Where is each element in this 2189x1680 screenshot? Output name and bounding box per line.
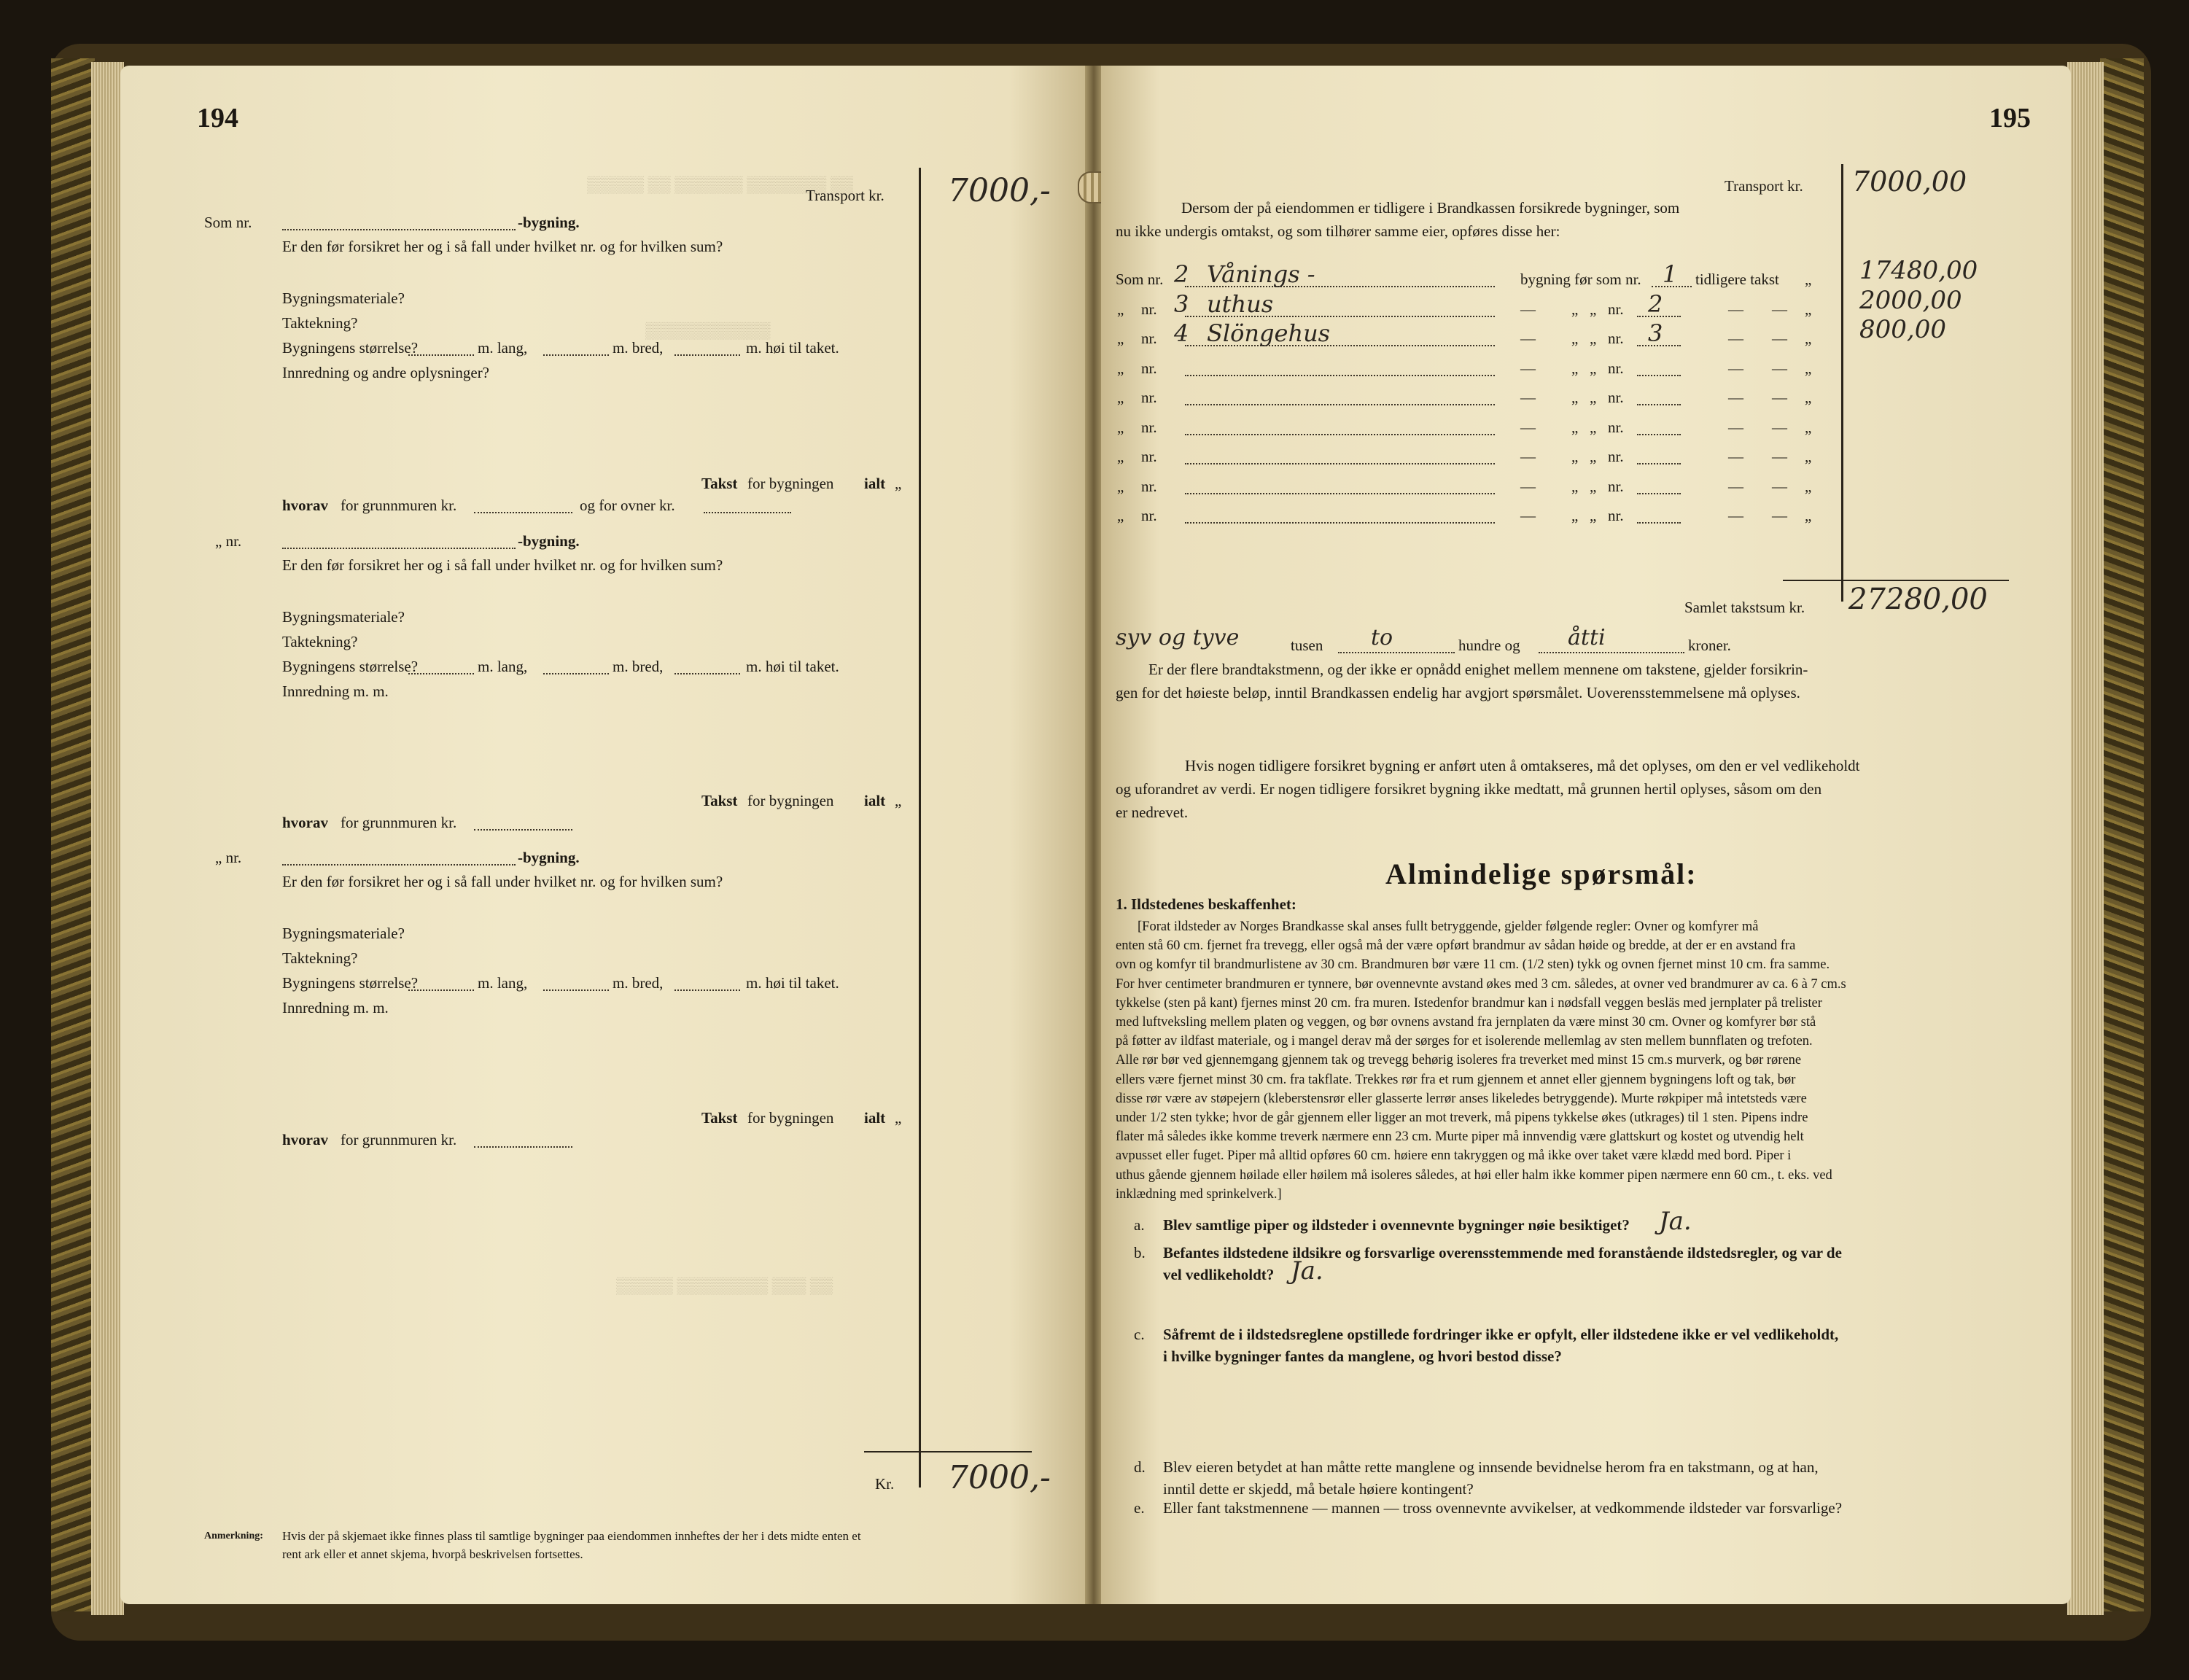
rules-line: ellers være fjernet minst 30 cm. fra takflate. Trekkes rør fra et rum gjennem et annet eller gjennem bygningens loft og tak, bør <box>1116 1072 1796 1087</box>
ditto-mark: „ <box>1805 477 1812 495</box>
building-name-field[interactable] <box>1185 434 1495 435</box>
old-nr-field[interactable] <box>1637 463 1681 464</box>
ditto-dash: — <box>1772 389 1787 406</box>
ditto-mark: „ <box>895 792 902 809</box>
grunnmur-label: for grunnmuren kr. <box>341 497 457 514</box>
takst-label: Takst <box>701 792 738 809</box>
question-answer: Ja. <box>1659 1207 1692 1236</box>
ditto-dash: — <box>1772 330 1787 347</box>
ditto-dash: — <box>1520 418 1536 436</box>
right-page <box>1101 66 2071 1604</box>
ditto-dash: — <box>1520 359 1536 377</box>
ialt-label: ialt <box>864 792 886 809</box>
rules-line: flater må således ikke komme treverk nærmere enn 23 cm. Murte piper må innvendig være glattskurt og kostet og utvendig helt <box>1116 1129 1804 1145</box>
width-field[interactable] <box>543 673 609 674</box>
ditto-mark: „ <box>1117 389 1124 406</box>
hoi-label: m. høi til taket. <box>746 658 839 675</box>
hvorav-label: hvorav <box>282 1131 328 1148</box>
ditto-mark: „ <box>1117 330 1124 347</box>
kroner-label: kroner. <box>1688 637 1731 654</box>
grunnmur-field[interactable] <box>474 512 572 513</box>
ditto-mark: „ <box>1117 300 1124 318</box>
grunnmur-field[interactable] <box>474 1146 572 1148</box>
anmerkning-text-2: rent ark eller et annet skjema, hvorpå beskrivelsen fortsettes. <box>282 1547 583 1561</box>
rules-line: ovn og komfyr til brandmurlistene av 30 cm. Brandmuren bør være 11 cm. (1/2 sten) tykk og ovnen fjernet minst 10 cm. fra samme. <box>1116 957 1830 973</box>
building-name-field[interactable] <box>1185 463 1495 464</box>
ditto-mark: „ <box>1571 330 1579 347</box>
height-field[interactable] <box>674 354 740 356</box>
old-nr-field[interactable] <box>1637 434 1681 435</box>
question-text: Blev samtlige piper og ildsteder i ovennevnte bygninger nøie besiktiget? <box>1163 1216 1630 1234</box>
total-value: 7000,- <box>948 1459 1051 1496</box>
nr-label: nr. <box>1141 477 1157 495</box>
ditto-mark: „ <box>1117 507 1124 524</box>
ditto-mark: „ <box>1117 359 1124 377</box>
section-title: 1. Ildstedenes beskaffenhet: <box>1116 895 1296 913</box>
old-nr: 2 <box>1648 289 1663 318</box>
rules-line: enten stå 60 cm. fjernet fra trevegg, eller også må der være opført brandmur av sådan høide og bredde, at der er en avstand fra <box>1116 938 1796 954</box>
words-thousands: syv og tyve <box>1116 625 1240 650</box>
grunnmur-label: for grunnmuren kr. <box>341 1131 457 1148</box>
old-nr-field[interactable] <box>1637 375 1681 376</box>
marbled-edge-left <box>51 58 95 1611</box>
grunnmur-label: for grunnmuren kr. <box>341 814 457 831</box>
ialt-label: ialt <box>864 1109 886 1127</box>
ditto-mark: „ <box>1571 477 1579 495</box>
ditto-mark: „ <box>1590 389 1597 406</box>
rules-line: For hver centimeter brandmuren er tynnere, bør ovennevnte avstand økes med 3 cm. således, at ovner ved brandmurer av ca. 6 à 7 cm.s <box>1116 976 1846 992</box>
kr-label: Kr. <box>875 1475 895 1493</box>
ditto-mark: „ <box>1571 448 1579 465</box>
nr-label: nr. <box>1608 300 1624 318</box>
ditto-mark: „ <box>1590 359 1597 377</box>
ditto-mark: „ <box>1590 507 1597 524</box>
height-field[interactable] <box>674 673 740 674</box>
materiale-label: Bygningsmateriale? <box>282 289 405 307</box>
building-name-field[interactable] <box>1185 404 1495 405</box>
nr-label: nr. <box>1608 477 1624 495</box>
nr-label: nr. <box>1608 359 1624 377</box>
ditto-mark: „ <box>1805 507 1812 524</box>
ditto-dash: — <box>1520 507 1536 524</box>
transport-label: Transport kr. <box>806 187 884 204</box>
storrelse-label: Bygningens størrelse? <box>282 339 419 357</box>
ditto-dash: — <box>1520 448 1536 465</box>
intro-line-2: nu ikke undergis omtakst, og som tilhører samme eier, opføres disse her: <box>1116 222 1560 240</box>
bygning-label: bygning før som nr. <box>1520 271 1641 288</box>
ditto-dash: — <box>1728 389 1743 406</box>
left-page <box>120 66 1086 1604</box>
anmerkning-text-1: Hvis der på skjemaet ikke finnes plass til samtlige bygninger paa eiendommen innheftes der her i dets midte enten et <box>282 1529 861 1543</box>
ditto-dash: — <box>1728 359 1743 377</box>
sum-rule <box>1783 580 2009 581</box>
rules-line: inklædning med sprinkelverk.] <box>1116 1186 1282 1202</box>
nr-label: nr. <box>1141 300 1157 318</box>
old-nr-field[interactable] <box>1637 493 1681 494</box>
page-number: 195 <box>1989 103 2031 133</box>
innredning-label: Innredning m. m. <box>282 999 389 1016</box>
row-nr: 2 <box>1174 260 1189 288</box>
ditto-dash: — <box>1520 330 1536 347</box>
row-nr: 3 <box>1174 289 1189 318</box>
ditto-dash: — <box>1772 300 1787 318</box>
ditto-mark: „ <box>1805 359 1812 377</box>
transport-value: 7000,- <box>948 172 1051 209</box>
words-hundreds: to <box>1371 625 1393 650</box>
ditto-mark: „ <box>1590 300 1597 318</box>
question-answer: Ja. <box>1291 1256 1323 1286</box>
materiale-label: Bygningsmateriale? <box>282 608 405 626</box>
ditto-mark: „ <box>1117 448 1124 465</box>
bleed-through-text: ▒▒▒▒▒ ▒▒▒▒▒▒▒▒ ▒▒▒ ▒▒ <box>616 1276 833 1294</box>
ditto-mark: „ <box>1590 418 1597 436</box>
old-nr-field[interactable] <box>1637 522 1681 524</box>
ditto-dash: — <box>1728 418 1743 436</box>
nr-label: nr. <box>1608 448 1624 465</box>
question-text: vel vedlikeholdt? <box>1163 1266 1275 1283</box>
tak-label: Taktekning? <box>282 949 358 967</box>
nr-label: „ nr. <box>215 532 242 550</box>
bygning-label: -bygning. <box>518 532 580 550</box>
transport-value: 7000,00 <box>1852 166 1967 198</box>
page-edges-right <box>2067 62 2104 1615</box>
question-letter: c. <box>1134 1326 1145 1343</box>
hvorav-label: hvorav <box>282 814 328 831</box>
building-name: Slöngehus <box>1207 319 1331 347</box>
ditto-mark: „ <box>1590 448 1597 465</box>
old-nr: 1 <box>1663 260 1678 288</box>
takst-label: Takst <box>701 1109 738 1127</box>
ditto-dash: — <box>1728 448 1743 465</box>
rules-line: [Forat ildsteder av Norges Brandkasse skal anses fullt betryggende, gjelder følgende regler: Ovner og komfyrer må <box>1138 919 1759 934</box>
takst-text: for bygningen <box>747 792 834 809</box>
ditto-mark: „ <box>1571 418 1579 436</box>
ditto-mark: „ <box>1805 448 1812 465</box>
nr-label: nr. <box>1608 330 1624 347</box>
length-field[interactable] <box>408 354 474 356</box>
ditto-mark: „ <box>895 475 902 492</box>
building-name: uthus <box>1207 289 1274 318</box>
total-rule <box>864 1451 1032 1452</box>
takst-text: for bygningen <box>747 1109 834 1127</box>
hvorav-label: hvorav <box>282 497 328 514</box>
bygning-label: -bygning. <box>518 849 580 866</box>
hundreds-field[interactable] <box>1338 652 1455 653</box>
transport-label: Transport kr. <box>1725 177 1803 195</box>
question-text: Befantes ildstedene ildsikre og forsvarlige overensstemmende med foranstående ildstedsregler, og var de <box>1163 1244 1842 1261</box>
old-nr-field[interactable] <box>1637 404 1681 405</box>
ditto-mark: „ <box>1590 477 1597 495</box>
ovner-field[interactable] <box>704 512 791 513</box>
bleed-through-text: ▒▒▒▒▒▒▒▒▒▒▒ <box>645 321 771 339</box>
ditto-dash: — <box>1520 300 1536 318</box>
hundre-og-label: hundre og <box>1458 637 1520 654</box>
height-field[interactable] <box>674 989 740 991</box>
length-field[interactable] <box>408 673 474 674</box>
nr-field[interactable] <box>282 864 516 866</box>
ditto-dash: — <box>1772 359 1787 377</box>
question-text: i hvilke bygninger fantes da manglene, og hvori bestod disse? <box>1163 1348 1562 1365</box>
storrelse-label: Bygningens størrelse? <box>282 974 419 992</box>
nr-label: nr. <box>1608 389 1624 406</box>
tak-label: Taktekning? <box>282 633 358 650</box>
innredning-label: Innredning m. m. <box>282 682 389 700</box>
row-value: 2000,00 <box>1859 285 1962 315</box>
anmerkning-label: Anmerkning: <box>204 1531 263 1541</box>
ditto-mark: „ <box>1590 330 1597 347</box>
ditto-dash: — <box>1772 477 1787 495</box>
rules-line: med luftveksling mellem platen og veggen, og bør ovnens avstand fra jernplaten da være minst 30 cm. Ovner og komfyrer bør stå <box>1116 1015 1816 1030</box>
rest-field[interactable] <box>1539 652 1684 653</box>
som-nr-label: Som nr. <box>1116 271 1164 288</box>
ditto-mark: „ <box>1117 418 1124 436</box>
innredning-label: Innredning og andre oplysninger? <box>282 364 490 381</box>
rules-line: tykkelse (sten på kant) fjernes minst 20 cm. fra muren. Istedenfor brandmur kan i nødsfall veggen besläs med jernplater på trelister <box>1116 995 1822 1011</box>
page-number: 194 <box>197 103 238 133</box>
takst-label: Takst <box>701 475 738 492</box>
materiale-label: Bygningsmateriale? <box>282 925 405 942</box>
rules-line: uthus gående gjennem høilade eller høilem må isoleres således, at høi eller halm ikke kommer pipen nærmere enn 60 cm., t. eks. ved <box>1116 1167 1832 1183</box>
width-field[interactable] <box>543 989 609 991</box>
nr-label: „ nr. <box>215 849 242 866</box>
bleed-through-text: ▒▒▒▒▒ ▒▒ ▒▒▒▒▒▒ ▒▒▒▒▒▒▒ ▒▒ <box>587 175 853 193</box>
question-letter: e. <box>1134 1499 1145 1517</box>
ditto-dash: — <box>1772 448 1787 465</box>
ditto-mark: „ <box>1571 507 1579 524</box>
question-text: Såfremt de i ildstedsreglene opstillede fordringer ikke er opfylt, eller ildstedene ikke er vel vedlikeholdt, <box>1163 1326 1839 1343</box>
hoi-label: m. høi til taket. <box>746 974 839 992</box>
ditto-dash: — <box>1772 507 1787 524</box>
para1-line-2: gen for det høieste beløp, inntil Brandkassen endelig har avgjort spørsmålet. Uoverensstemmelsene må oplyses. <box>1116 684 1800 701</box>
rules-line: på føtter av ildfast materiale, og i mangel derav må der sørges for et isolerende mellemlag av sten mellem bunnflaten og trefoten. <box>1116 1034 1813 1049</box>
page-edges-left <box>91 62 124 1615</box>
bred-label: m. bred, <box>613 658 664 675</box>
ditto-dash: — <box>1728 330 1743 347</box>
ditto-mark: „ <box>1571 359 1579 377</box>
rules-line: under 1/2 sten tykke; hvor de går gjennem eller ligger an mot treverk, må pipens tykkelse økes (utkrages) til 1 sten. Pipens indre <box>1116 1111 1808 1125</box>
building-name-field[interactable] <box>1185 522 1495 524</box>
nr-label: nr. <box>1608 507 1624 524</box>
length-field[interactable] <box>408 989 474 991</box>
som-nr-label: Som nr. <box>204 214 252 231</box>
grunnmur-field[interactable] <box>474 829 572 831</box>
para1-line-1: Er der flere brandtakstmenn, og der ikke er opnådd enighet mellem mennene om takstene, gjelder forsikrin- <box>1148 661 1808 678</box>
bred-label: m. bred, <box>613 974 664 992</box>
nr-label: nr. <box>1141 418 1157 436</box>
question-letter: b. <box>1134 1244 1146 1261</box>
amount-column-rule <box>919 168 921 1488</box>
para2-line-1: Hvis nogen tidligere forsikret bygning er anført uten å omtakseres, må det oplyses, om den er vel vedlikeholdt <box>1185 757 1860 774</box>
amount-column-rule <box>1841 164 1843 602</box>
forsikret-question: Er den før forsikret her og i så fall under hvilket nr. og for hvilken sum? <box>282 873 723 890</box>
storrelse-label: Bygningens størrelse? <box>282 658 419 675</box>
samlet-label: Samlet takstsum kr. <box>1684 599 1805 616</box>
ditto-mark: „ <box>1805 300 1812 318</box>
lang-label: m. lang, <box>478 974 528 992</box>
width-field[interactable] <box>543 354 609 356</box>
nr-label: nr. <box>1141 330 1157 347</box>
marbled-edge-right <box>2100 58 2144 1611</box>
nr-label: nr. <box>1141 448 1157 465</box>
ditto-mark: „ <box>1117 477 1124 495</box>
question-letter: a. <box>1134 1216 1145 1234</box>
takst-text: for bygningen <box>747 475 834 492</box>
intro-line-1: Dersom der på eiendommen er tidligere i Brandkassen forsikrede bygninger, som <box>1181 199 1680 217</box>
ditto-dash: — <box>1520 477 1536 495</box>
question-text: Blev eieren betydet at han måtte rette manglene og innsende bevidnelse herom fra en takstmann, og at han, <box>1163 1458 1819 1476</box>
question-text: Eller fant takstmennene — mannen — tross ovennevnte avvikelser, at vedkommende ildsteder var forsvarlige? <box>1163 1499 1843 1517</box>
rules-line: avpusset eller fuget. Piper må alltid opføres 60 cm. høiere enn takryggen og må ikke over taket være klædd med bord. Piper i <box>1116 1148 1792 1164</box>
forsikret-question: Er den før forsikret her og i så fall under hvilket nr. og for hvilken sum? <box>282 238 723 255</box>
ditto-dash: — <box>1772 418 1787 436</box>
old-nr: 3 <box>1648 319 1663 347</box>
ditto-dash: — <box>1728 477 1743 495</box>
question-text: inntil dette er skjedd, må betale høiere kontingent? <box>1163 1480 1474 1498</box>
nr-label: nr. <box>1608 418 1624 436</box>
question-letter: d. <box>1134 1458 1146 1476</box>
ditto-mark: „ <box>1805 330 1812 347</box>
nr-field[interactable] <box>282 229 516 230</box>
row-value: 17480,00 <box>1859 256 1978 285</box>
ditto-dash: — <box>1728 300 1743 318</box>
nr-field[interactable] <box>282 548 516 549</box>
hoi-label: m. høi til taket. <box>746 339 839 357</box>
para2-line-2: og uforandret av verdi. Er nogen tidligere forsikret bygning ikke medtatt, må grunnen hertil oplyses, såsom om den <box>1116 780 1822 798</box>
words-rest: åtti <box>1568 625 1606 650</box>
ialt-label: ialt <box>864 475 886 492</box>
rules-line: Alle rør bør ved gjennemgang gjennem tak og trevegg behørig isoleres fra treverket med minst 15 cm.s murverk, og bør rørene <box>1116 1053 1802 1068</box>
tidligere-takst-label: tidligere takst <box>1695 271 1779 288</box>
bygning-label: -bygning. <box>518 214 580 231</box>
ovner-label: og for ovner kr. <box>580 497 675 514</box>
ditto-mark: „ <box>1571 300 1579 318</box>
book-gutter <box>1085 66 1103 1604</box>
building-name-field[interactable] <box>1185 375 1495 376</box>
nr-label: nr. <box>1141 507 1157 524</box>
row-value: 800,00 <box>1859 315 1946 344</box>
forsikret-question: Er den før forsikret her og i så fall under hvilket nr. og for hvilken sum? <box>282 556 723 574</box>
building-name-field[interactable] <box>1185 493 1495 494</box>
ditto-mark: „ <box>1571 389 1579 406</box>
row-nr: 4 <box>1174 319 1189 347</box>
building-name: Vånings - <box>1207 260 1315 288</box>
samlet-value: 27280,00 <box>1848 583 1988 616</box>
nr-label: nr. <box>1141 389 1157 406</box>
bred-label: m. bred, <box>613 339 664 357</box>
lang-label: m. lang, <box>478 658 528 675</box>
ditto-mark: „ <box>1805 418 1812 436</box>
tak-label: Taktekning? <box>282 314 358 332</box>
ditto-dash: — <box>1520 389 1536 406</box>
ditto-mark: „ <box>1805 389 1812 406</box>
rules-line: disse rør være av støpejern (kleberstensrør eller glasserte lerrør anses likeledes betryggende). Murte røkpiper må intetsteds være <box>1116 1091 1807 1106</box>
ditto-dash: — <box>1728 507 1743 524</box>
para2-line-3: er nedrevet. <box>1116 804 1189 821</box>
nr-label: nr. <box>1141 359 1157 377</box>
lang-label: m. lang, <box>478 339 528 357</box>
ditto-mark: „ <box>895 1109 902 1127</box>
tusen-label: tusen <box>1291 637 1323 654</box>
ditto-mark: „ <box>1805 271 1812 288</box>
section-heading: Almindelige spørsmål: <box>1385 858 1698 890</box>
